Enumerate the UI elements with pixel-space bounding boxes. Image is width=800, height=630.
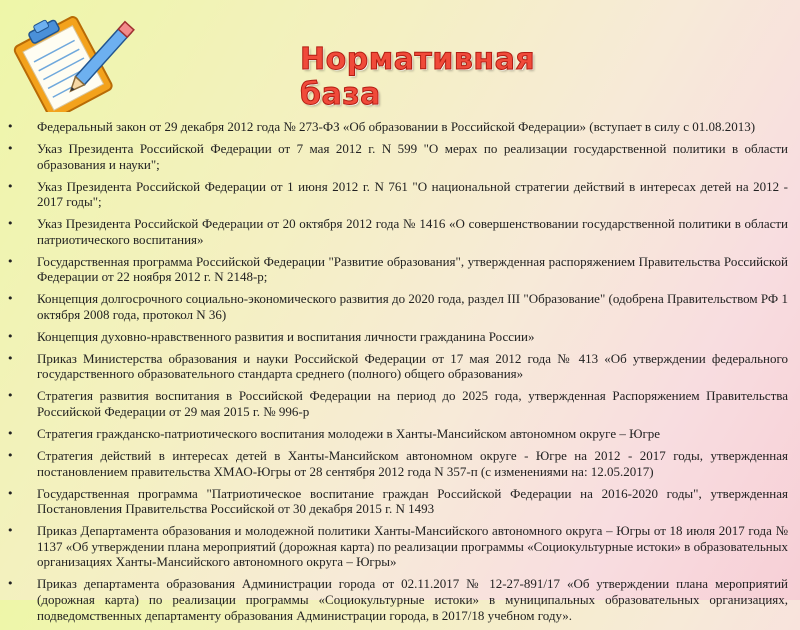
list-item: [0, 426, 788, 442]
bullet-icon: •: [7, 351, 14, 365]
list-item: [0, 486, 788, 517]
list-item-text: Государственная программа Российской Федерации "Развитие образования", утвержденная распоряжением Правительства Российской Федерации от 22 ноября 2012 г. N 2148-р;: [37, 253, 788, 285]
list-item-text: Приказ департамента образования Администрации города от 02.11.2017 № 12-27-891/17 «Об утверждении плана мероприятий (дорожная карта) по реализации программы «Социокультурные истоки» в муниципальных образовательных организациях, подведомственных департаменту образования Администрации города, в 2017/18 учебном году».: [37, 576, 788, 623]
list-item-text: Стратегия развития воспитания в Российской Федерации на период до 2025 года, утвержденная Распоряжением Правительства Российской Федерации от 29 мая 2015 г. № 996-р: [37, 388, 788, 420]
list-item-text: Приказ Министерства образования и науки Российской Федерации от 17 мая 2012 года № 413 «Об утверждении федерального государственного образовательного стандарта среднего (полного) общего образования»: [37, 350, 788, 382]
list-item: [0, 448, 788, 479]
bullet-icon: •: [7, 524, 14, 538]
clipboard-pencil-icon: [8, 2, 148, 112]
regulations-list: [0, 119, 788, 630]
list-item-text: Стратегия гражданско-патриотического воспитания молодежи в Ханты-Мансийском автономном округе – Югре: [37, 426, 661, 442]
bullet-icon: •: [7, 329, 14, 343]
list-item-text: Указ Президента Российской Федерации от 1 июня 2012 г. N 761 "О национальной стратегии действий в интересах детей на 2012 - 2017 годы";: [37, 178, 788, 210]
list-item: [0, 179, 788, 210]
list-item: [0, 351, 788, 382]
bullet-icon: •: [7, 427, 14, 441]
bullet-icon: •: [7, 449, 14, 462]
list-item-text: Указ Президента Российской Федерации от 7 мая 2012 г. N 599 "О мерах по реализации государственной политики в области образования и науки";: [37, 140, 788, 172]
bullet-icon: •: [7, 217, 14, 231]
bullet-icon: •: [7, 141, 14, 155]
bullet-icon: •: [7, 120, 14, 133]
list-item: [0, 329, 788, 345]
list-item: [0, 388, 788, 419]
list-item: [0, 216, 788, 247]
list-item: [0, 119, 788, 135]
list-item-text: Концепция духовно-нравственного развития и воспитания личности гражданина России»: [37, 328, 535, 344]
list-item: [0, 523, 788, 570]
list-item: [0, 291, 788, 322]
bullet-icon: •: [7, 577, 14, 591]
bullet-icon: •: [7, 389, 14, 403]
list-item-text: Приказ Департамента образования и молодежной политики Ханты-Мансийского автономного округа – Югры от 18 июля 2017 года № 1137 «Об утверждении плана мероприятий (дорожная карта) по реализации программы «Социокультурные истоки» в образовательных организациях Ханты-Мансийского автономного округа – Югры»: [37, 523, 788, 570]
bullet-icon: •: [7, 292, 14, 306]
list-item-text: Указ Президента Российской Федерации от 20 октября 2012 года № 1416 «О совершенствовании государственной политики в области патриотического воспитания»: [37, 216, 788, 247]
page-title: Нормативная база: [300, 42, 536, 112]
bullet-icon: •: [7, 486, 14, 500]
list-item-text: Государственная программа "Патриотическое воспитание граждан Российской Федерации на 2016-2020 годы", утвержденная Постановления Правительства Российской от 30 декабря 2015 г. N 1493: [37, 485, 788, 517]
list-item-text: Концепция долгосрочного социально-экономического развития до 2020 года, раздел III "Образование" (одобрена Правительством РФ 1 октября 2008 года, протокол N 36): [37, 291, 788, 322]
bullet-icon: •: [7, 254, 14, 268]
list-item-text: Стратегия действий в интересах детей в Ханты-Мансийском автономном округе - Югре на 2012 - 2017 годы, утвержденная постановлением правительства ХМАО-Югры от 28 сентября 2012 года N 357-п (с изменениями на: 12.05.2017): [37, 448, 788, 479]
list-item-text: Федеральный закон от 29 декабря 2012 года № 273-ФЗ «Об образовании в Российской Федерации» (вступает в силу с 01.08.2013): [37, 119, 756, 134]
list-item: [0, 141, 788, 172]
list-item: [0, 254, 788, 285]
bullet-icon: •: [7, 179, 14, 193]
